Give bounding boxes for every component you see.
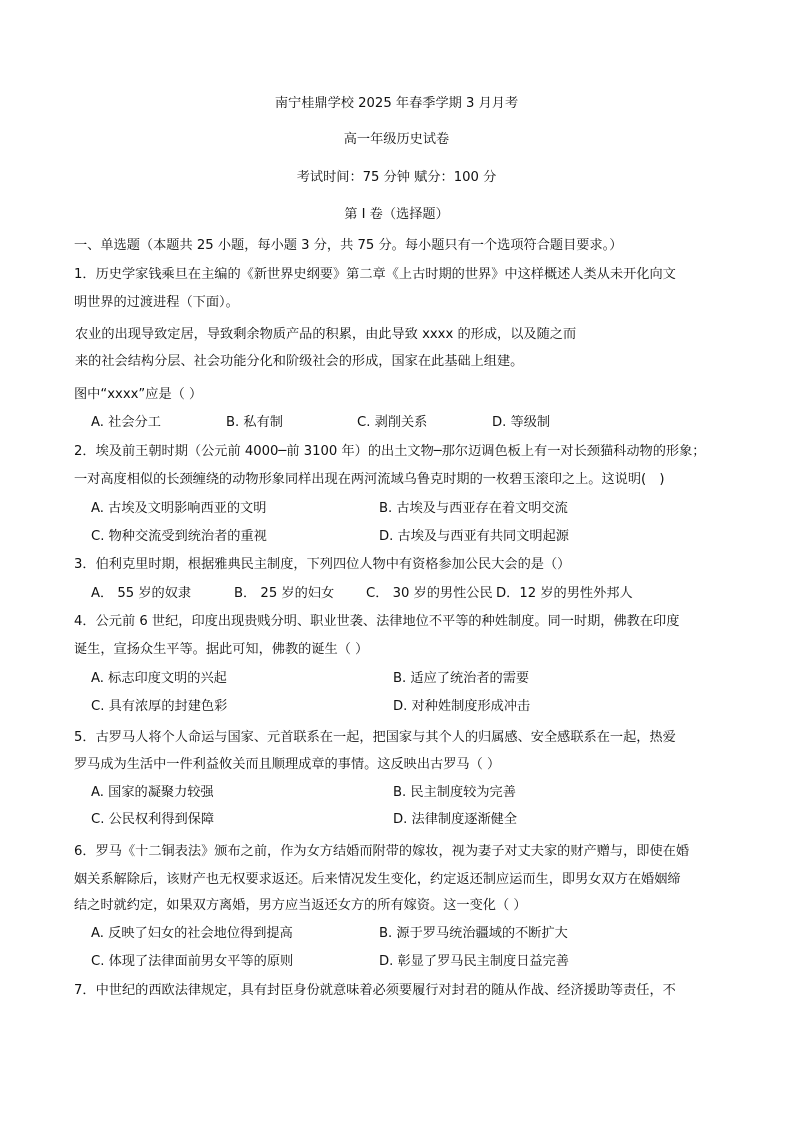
- q7-stem-line1: 7．中世纪的西欧法律规定，具有封臣身份就意味着必须要履行对封君的随从作战、经济援助等责任，不: [74, 983, 676, 998]
- q6-stem-line3: 结之时就约定，如果双方离婚，男方应当返还女方的所有嫁资。这一变化（ ）: [74, 898, 527, 913]
- q5-option-d[interactable]: D. 法律制度逐渐健全: [393, 812, 518, 827]
- q3-stem-line1: 3．伯利克里时期，根据雅典民主制度，下列四位人物中有资格参加公民大会的是（）: [74, 557, 571, 572]
- q1-quote-line2: 来的社会结构分层、社会功能分化和阶级社会的形成，国家在此基础上组建。: [75, 354, 524, 369]
- q5-option-b[interactable]: B. 民主制度较为完善: [393, 785, 516, 800]
- q4-stem-line1: 4．公元前 6 世纪，印度出现贵贱分明、职业世袭、法律地位不平等的种姓制度。同一时期，佛教在印度: [74, 614, 680, 629]
- q2-stem-line2: 一对高度相似的长颈缠绕的动物形象同样出现在两河流域乌鲁克时期的一枚碧玉滚印之上。这说明( ): [74, 472, 665, 487]
- q1-stem-line2: 明世界的过渡进程（下面）。: [74, 295, 239, 310]
- q6-option-c[interactable]: C. 体现了法律面前男女平等的原则: [91, 954, 294, 969]
- q1-option-d[interactable]: D. 等级制: [492, 415, 551, 430]
- q5-option-a[interactable]: A. 国家的凝聚力较强: [91, 785, 214, 800]
- q1-stem-line1: 1．历史学家钱乘旦在主编的《新世界史纲要》第二章《上古时期的世界》中这样概述人类从未开化向文: [74, 267, 676, 282]
- q1-option-c[interactable]: C. 剥削关系: [357, 415, 428, 430]
- volume-title: 第 I 卷（选择题）: [344, 207, 449, 222]
- q6-option-d[interactable]: D. 彰显了罗马民主制度日益完善: [379, 954, 569, 969]
- q2-stem-line1: 2．埃及前王朝时期（公元前 4000─前 3100 年）的出土文物─那尔迈调色板上有一对长颈猫科动物的形象；: [74, 444, 706, 459]
- q1-quote-line1: 农业的出现导致定居，导致剩余物质产品的积累，由此导致 xxxx 的形成，以及随之而: [75, 327, 577, 342]
- q5-option-c[interactable]: C. 公民权利得到保障: [91, 812, 215, 827]
- q4-option-a[interactable]: A. 标志印度文明的兴起: [91, 671, 227, 686]
- q3-option-a[interactable]: A． 55 岁的奴隶: [91, 586, 192, 601]
- q2-option-a[interactable]: A. 古埃及文明影响西亚的文明: [91, 501, 267, 516]
- q6-option-b[interactable]: B. 源于罗马统治疆域的不断扩大: [379, 926, 568, 941]
- school-exam-title: 南宁桂鼎学校 2025 年春季学期 3 月月考: [274, 96, 519, 111]
- q1-option-a[interactable]: A. 社会分工: [91, 415, 161, 430]
- section-instruction: 一、单选题（本题共 25 小题，每小题 3 分，共 75 分。每小题只有一个选项符合题目要求。）: [74, 238, 623, 253]
- q4-option-b[interactable]: B. 适应了统治者的需要: [393, 671, 530, 686]
- q3-option-c[interactable]: C． 30 岁的男性公民: [366, 586, 493, 601]
- q1-question: 图中“xxxx”应是（ ）: [74, 387, 203, 402]
- q3-option-d[interactable]: D．12 岁的男性外邦人: [496, 586, 633, 601]
- q4-option-d[interactable]: D. 对种姓制度形成冲击: [393, 699, 531, 714]
- q5-stem-line1: 5．古罗马人将个人命运与国家、元首联系在一起，把国家与其个人的归属感、安全感联系在一起，热爱: [74, 730, 676, 745]
- q6-stem-line2: 姻关系解除后，该财产也无权要求返还。后来情况发生变化，约定返还制应运而生，即男女双方在婚姻缔: [74, 872, 681, 887]
- q2-option-d[interactable]: D. 古埃及与西亚有共同文明起源: [379, 529, 569, 544]
- q6-option-a[interactable]: A. 反映了妇女的社会地位得到提高: [91, 926, 293, 941]
- q5-stem-line2: 罗马成为生活中一件利益攸关而且顺理成章的事情。这反映出古罗马（ ）: [74, 757, 501, 772]
- q4-stem-line2: 诞生，宣扬众生平等。据此可知，佛教的诞生（ ）: [74, 642, 369, 657]
- q1-option-b[interactable]: B. 私有制: [226, 415, 283, 430]
- q4-option-c[interactable]: C. 具有浓厚的封建色彩: [91, 699, 228, 714]
- q2-option-b[interactable]: B. 古埃及与西亚存在着文明交流: [379, 501, 568, 516]
- exam-time-score-info: 考试时间：75 分钟 赋分：100 分: [296, 170, 497, 185]
- q3-option-b[interactable]: B． 25 岁的妇女: [234, 586, 335, 601]
- grade-subject-title: 高一年级历史试卷: [343, 132, 450, 147]
- q2-option-c[interactable]: C. 物种交流受到统治者的重视: [91, 529, 267, 544]
- q6-stem-line1: 6．罗马《十二铜表法》颁布之前，作为女方结婚而附带的嫁妆，视为妻子对丈夫家的财产赠与，即使在婚: [74, 844, 690, 859]
